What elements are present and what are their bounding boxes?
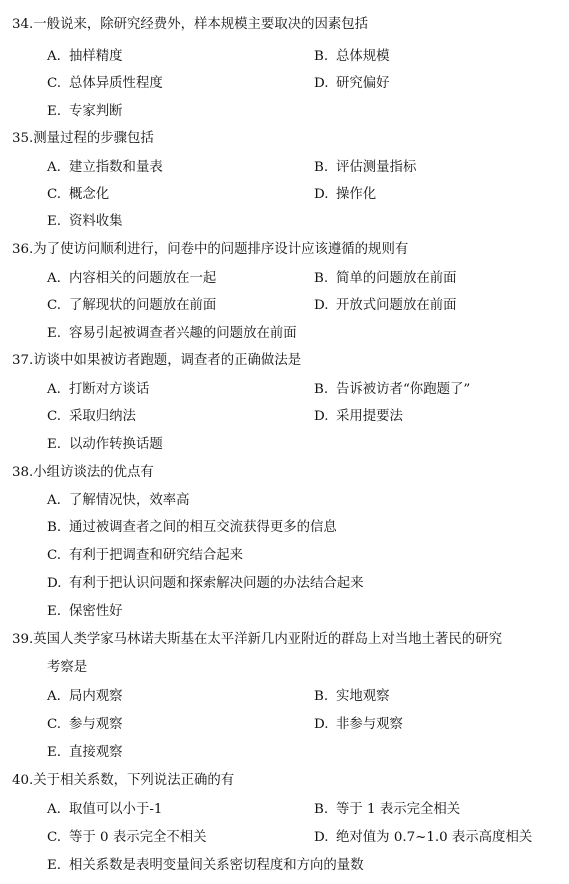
question-34-option-d: D. 研究偏好 [314, 76, 390, 91]
question-35-option-a: A. 建立指数和量表 [47, 160, 163, 175]
question-38-option-b: B. 通过被调查者之间的相互交流获得更多的信息 [47, 520, 337, 535]
question-39-option-b: B. 实地观察 [314, 689, 390, 704]
question-text: 为了使访问顺利进行，问卷中的问题排序设计应该遵循的规则有 [33, 242, 409, 257]
question-40-option-a: A. 取值可以小于-1 [47, 802, 163, 817]
question-34-option-c: C. 总体异质性程度 [47, 76, 163, 91]
question-38-option-e: E. 保密性好 [47, 604, 123, 619]
question-38-option-d: D. 有利于把认识问题和探索解决问题的办法结合起来 [47, 576, 364, 591]
question-38-option-c: C. 有利于把调查和研究结合起来 [47, 548, 244, 563]
question-34-option-a: A. 抽样精度 [47, 49, 123, 64]
question-text: 英国人类学家马林诺夫斯基在太平洋新几内亚附近的群岛上对当地土著民的研究 [33, 632, 502, 647]
question-36-option-a: A. 内容相关的问题放在一起 [47, 271, 217, 286]
question-text: 访谈中如果被访者跑题，调查者的正确做法是 [33, 353, 302, 368]
question-38-stem [12, 464, 154, 482]
question-text: 测量过程的步骤包括 [33, 131, 154, 146]
question-40-stem [12, 772, 234, 790]
question-number: 39. [12, 632, 34, 647]
question-39-option-e: E. 直接观察 [47, 745, 123, 760]
question-37-option-d: D. 采用提要法 [314, 409, 403, 424]
question-39-option-c: C. 参与观察 [47, 717, 123, 732]
question-36-option-c: C. 了解现状的问题放在前面 [47, 298, 217, 313]
question-34-option-b: B. 总体规模 [314, 49, 390, 64]
question-35-option-d: D. 操作化 [314, 187, 377, 202]
question-number: 38. [12, 465, 34, 480]
question-number: 40. [12, 773, 34, 788]
question-34-stem [12, 16, 368, 34]
question-number: 35. [12, 131, 34, 146]
question-37-option-b: B. 告诉被访者“你跑题了” [314, 382, 471, 397]
question-40-option-d: D. 绝对值为 0.7~1.0 表示高度相关 [314, 830, 533, 845]
question-36-option-d: D. 开放式问题放在前面 [314, 298, 457, 313]
question-35-stem [12, 130, 154, 148]
question-40-option-b: B. 等于 1 表示完全相关 [314, 802, 461, 817]
question-text: 小组访谈法的优点有 [33, 465, 154, 480]
question-37-option-c: C. 采取归纳法 [47, 409, 136, 424]
question-34-option-e: E. 专家判断 [47, 104, 123, 119]
question-text: 关于相关系数，下列说法正确的有 [33, 773, 235, 788]
question-37-option-a: A. 打断对方谈话 [47, 382, 150, 397]
question-35-option-c: C. 概念化 [47, 187, 110, 202]
question-36-option-e: E. 容易引起被调查者兴趣的问题放在前面 [47, 326, 297, 341]
question-39-option-d: D. 非参与观察 [314, 717, 403, 732]
question-37-stem [12, 352, 301, 370]
question-39-stem-continued: 考察是 [47, 660, 88, 675]
question-40-option-e: E. 相关系数是表明变量间关系密切程度和方向的量数 [47, 858, 364, 873]
question-number: 37. [12, 353, 34, 368]
question-38-option-a: A. 了解情况快，效率高 [47, 493, 190, 508]
question-37-option-e: E. 以动作转换话题 [47, 437, 163, 452]
question-36-stem [12, 241, 408, 259]
question-number: 34. [12, 17, 34, 32]
question-39-stem [12, 631, 502, 649]
question-39-option-a: A. 局内观察 [47, 689, 123, 704]
question-text: 一般说来，除研究经费外，样本规模主要取决的因素包括 [33, 17, 369, 32]
question-35-option-e: E. 资料收集 [47, 214, 123, 229]
question-36-option-b: B. 简单的问题放在前面 [314, 271, 457, 286]
question-number: 36. [12, 242, 34, 257]
question-35-option-b: B. 评估测量指标 [314, 160, 417, 175]
question-40-option-c: C. 等于 0 表示完全不相关 [47, 830, 207, 845]
